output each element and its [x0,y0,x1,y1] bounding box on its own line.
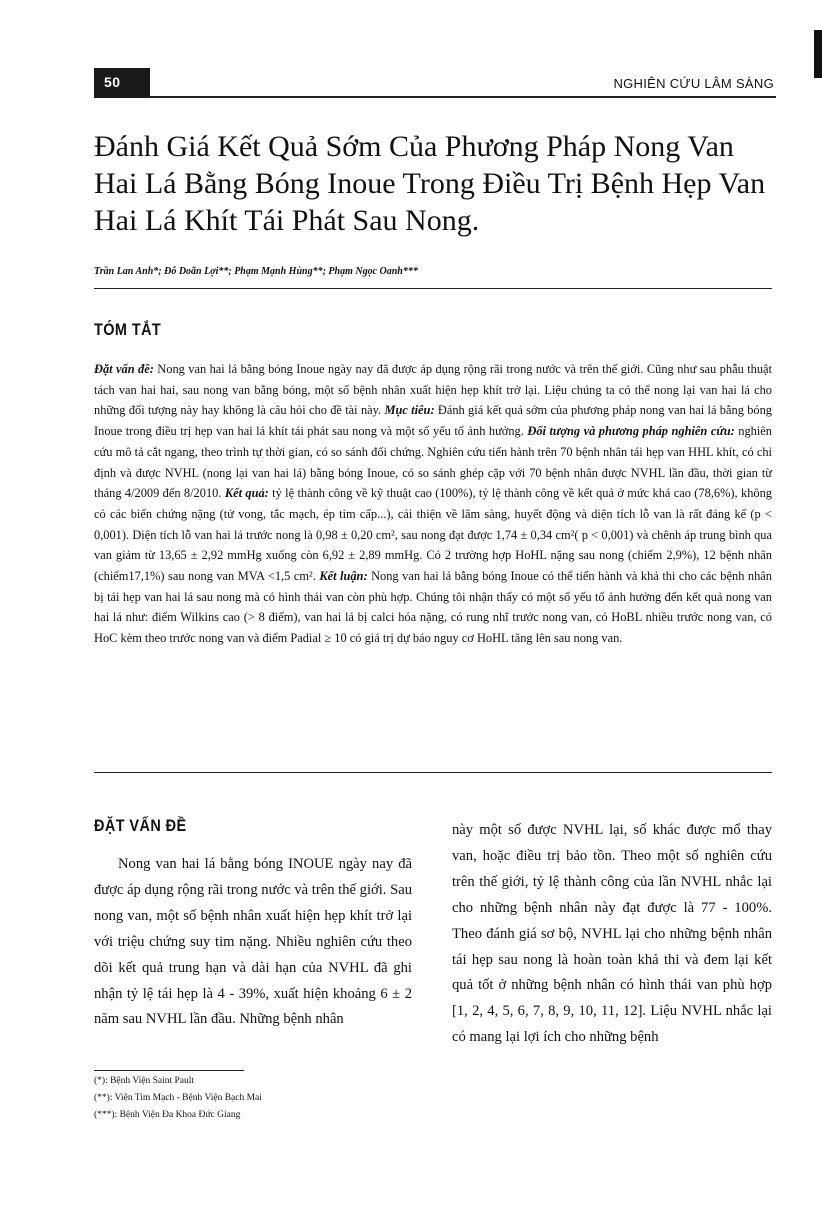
abstract-text [94,359,772,649]
page-edge-mark [814,30,822,78]
abstract-label-results: Kết quả: [221,486,269,501]
abstract-conclusion: Nong van hai lá bằng bóng Inoue có thể tiến hành và khả thi cho các bệnh nhân bị tái hẹp van hai lá sau nong mà có hình thái van còn phù hợp. Chúng tôi nhận thấy có một số yếu tố ảnh hưởng đến kết quả nong van hai lá như: điểm Wilkins cao (> 8 điểm), van hai lá bị calci hóa nặng, có rung nhĩ trước nong van, có HoBL nhiều trước nong van, có HoC kèm theo trước nong van và điểm Padial ≥ 10 có giá trị dự báo nguy cơ HoHL tăng lên sau nong van. [94,569,772,646]
abstract-label-conclusion: Kết luận: [315,569,368,584]
abstract-background: Nong van hai lá bằng bóng Inoue ngày nay đã được áp dụng rộng rãi trong nước và trên thế giới. Cũng như sau phẫu thuật tách van hai hai, sau nong van bằng bóng, một số bệnh nhân xuất hiện hẹp khít trở lại. Liệu chúng ta có thể nong lại van hai lá cho những đối tượng này hay không là câu hỏi cho đề tài này. [94,362,772,418]
footnote: (*): Bệnh Viện Saint Pault [94,1076,195,1086]
abstract-methods: nghiên cứu mô tả cắt ngang, theo trình tự thời gian, có so sánh đối chứng. Nghiên cứu tiến hành trên 70 bệnh nhân tái hẹp van HHL khít, có chỉ định và được NVHL (nong lại van hai lá) bằng bóng Inoue, có so sánh ghép cặp với 70 bệnh nhân được NVHL lần đầu, thời gian từ tháng 4/2009 đến 8/2010. [94,424,772,501]
abstract-heading: TÓM TẮT [94,320,162,339]
abstract-objective: Đánh giá kết quả sớm của phương pháp nong van hai lá bằng bóng Inoue trong điều trị hẹp van hai lá khít tái phát sau nong và một số yếu tố ảnh hưởng. [94,403,772,439]
footnote-rule [94,1070,244,1071]
page-number-box [94,68,150,98]
abstract-label-objective: Mục tiêu: [381,403,435,418]
article-title: Đánh Giá Kết Quả Sớm Của Phương Pháp Nong Van Hai Lá Bằng Bóng Inoue Trong Điều Trị Bệnh Hẹp Van Hai Lá Khít Tái Phát Sau Nong. [94,130,766,237]
authors: Trần Lan Anh*; Đỗ Doãn Lợi**; Phạm Mạnh Hùng**; Phạm Ngọc Oanh*** [94,266,418,277]
page-number: 50 [104,74,121,90]
divider [94,772,772,773]
section-label: NGHIÊN CỨU LÂM SÀNG [613,76,774,91]
footnote: (***): Bệnh Viện Đa Khoa Đức Giang [94,1110,241,1120]
intro-heading: ĐẶT VẤN ĐỀ [94,816,187,835]
abstract-results: tỷ lệ thành công về kỹ thuật cao (100%), tỷ lệ thành công về kết quả ở mức khá cao (78,6%), không có các biến chứng nặng (tử vong, tắc mạch, ép tim cấp...), cải thiện về lâm sàng, huyết động và diện tích lỗ van là rất đáng kể (p < 0,001). Diện tích lỗ van hai lá trước nong là 0,98 ± 0,20 cm², sau nong đạt được 1,74 ± 0,34 cm²( p < 0,001) và chênh áp trung bình qua van giảm từ 13,65 ± 2,92 mmHg xuống còn 6,92 ± 2,89 mmHg. Có 2 trường hợp HoHL nặng sau nong (chiếm 2,9%), 12 bệnh nhân (chiếm17,1%) sau nong van MVA <1,5 cm². [94,486,772,584]
abstract-label-background: Đặt vấn đề: [94,362,154,376]
intro-column-left: Nong van hai lá bằng bóng INOUE ngày nay đã được áp dụng rộng rãi trong nước và trên thế giới. Sau nong van, một số bệnh nhân xuất hiện hẹp khít trở lại với triệu chứng suy tim nặng. Nhiều nghiên cứu theo dõi kết quả trung hạn và dài hạn của NVHL đã ghi nhận tỷ lệ tái hẹp là 4 - 39%, xuất hiện khoảng 6 ± 2 năm sau NVHL lần đầu. Những bệnh nhân [94,856,412,1028]
header-rule [150,96,776,98]
divider [94,288,772,289]
abstract-label-methods: Đối tượng và phương pháp nghiên cứu: [523,424,735,439]
footnote: (**): Viện Tim Mạch - Bệnh Viện Bạch Mai [94,1093,262,1103]
intro-column-right: này một số được NVHL lại, số khác được mổ thay van, hoặc điều trị bảo tồn. Theo một số nghiên cứu trên thế giới, tỷ lệ thành công của lần NVHL nhắc lại cho những bệnh nhân này đạt được là 77 - 100%. Theo đánh giá sơ bộ, NVHL lại cho những bệnh nhân tái hẹp sau nong là hoàn toàn khả thi và đem lại kết quả tốt ở những bệnh nhân có hình thái van phù hợp [1, 2, 4, 5, 6, 7, 8, 9, 10, 11, 12]. Liệu NVHL nhắc lại có mang lại lợi ích cho những bệnh [452,822,772,1046]
